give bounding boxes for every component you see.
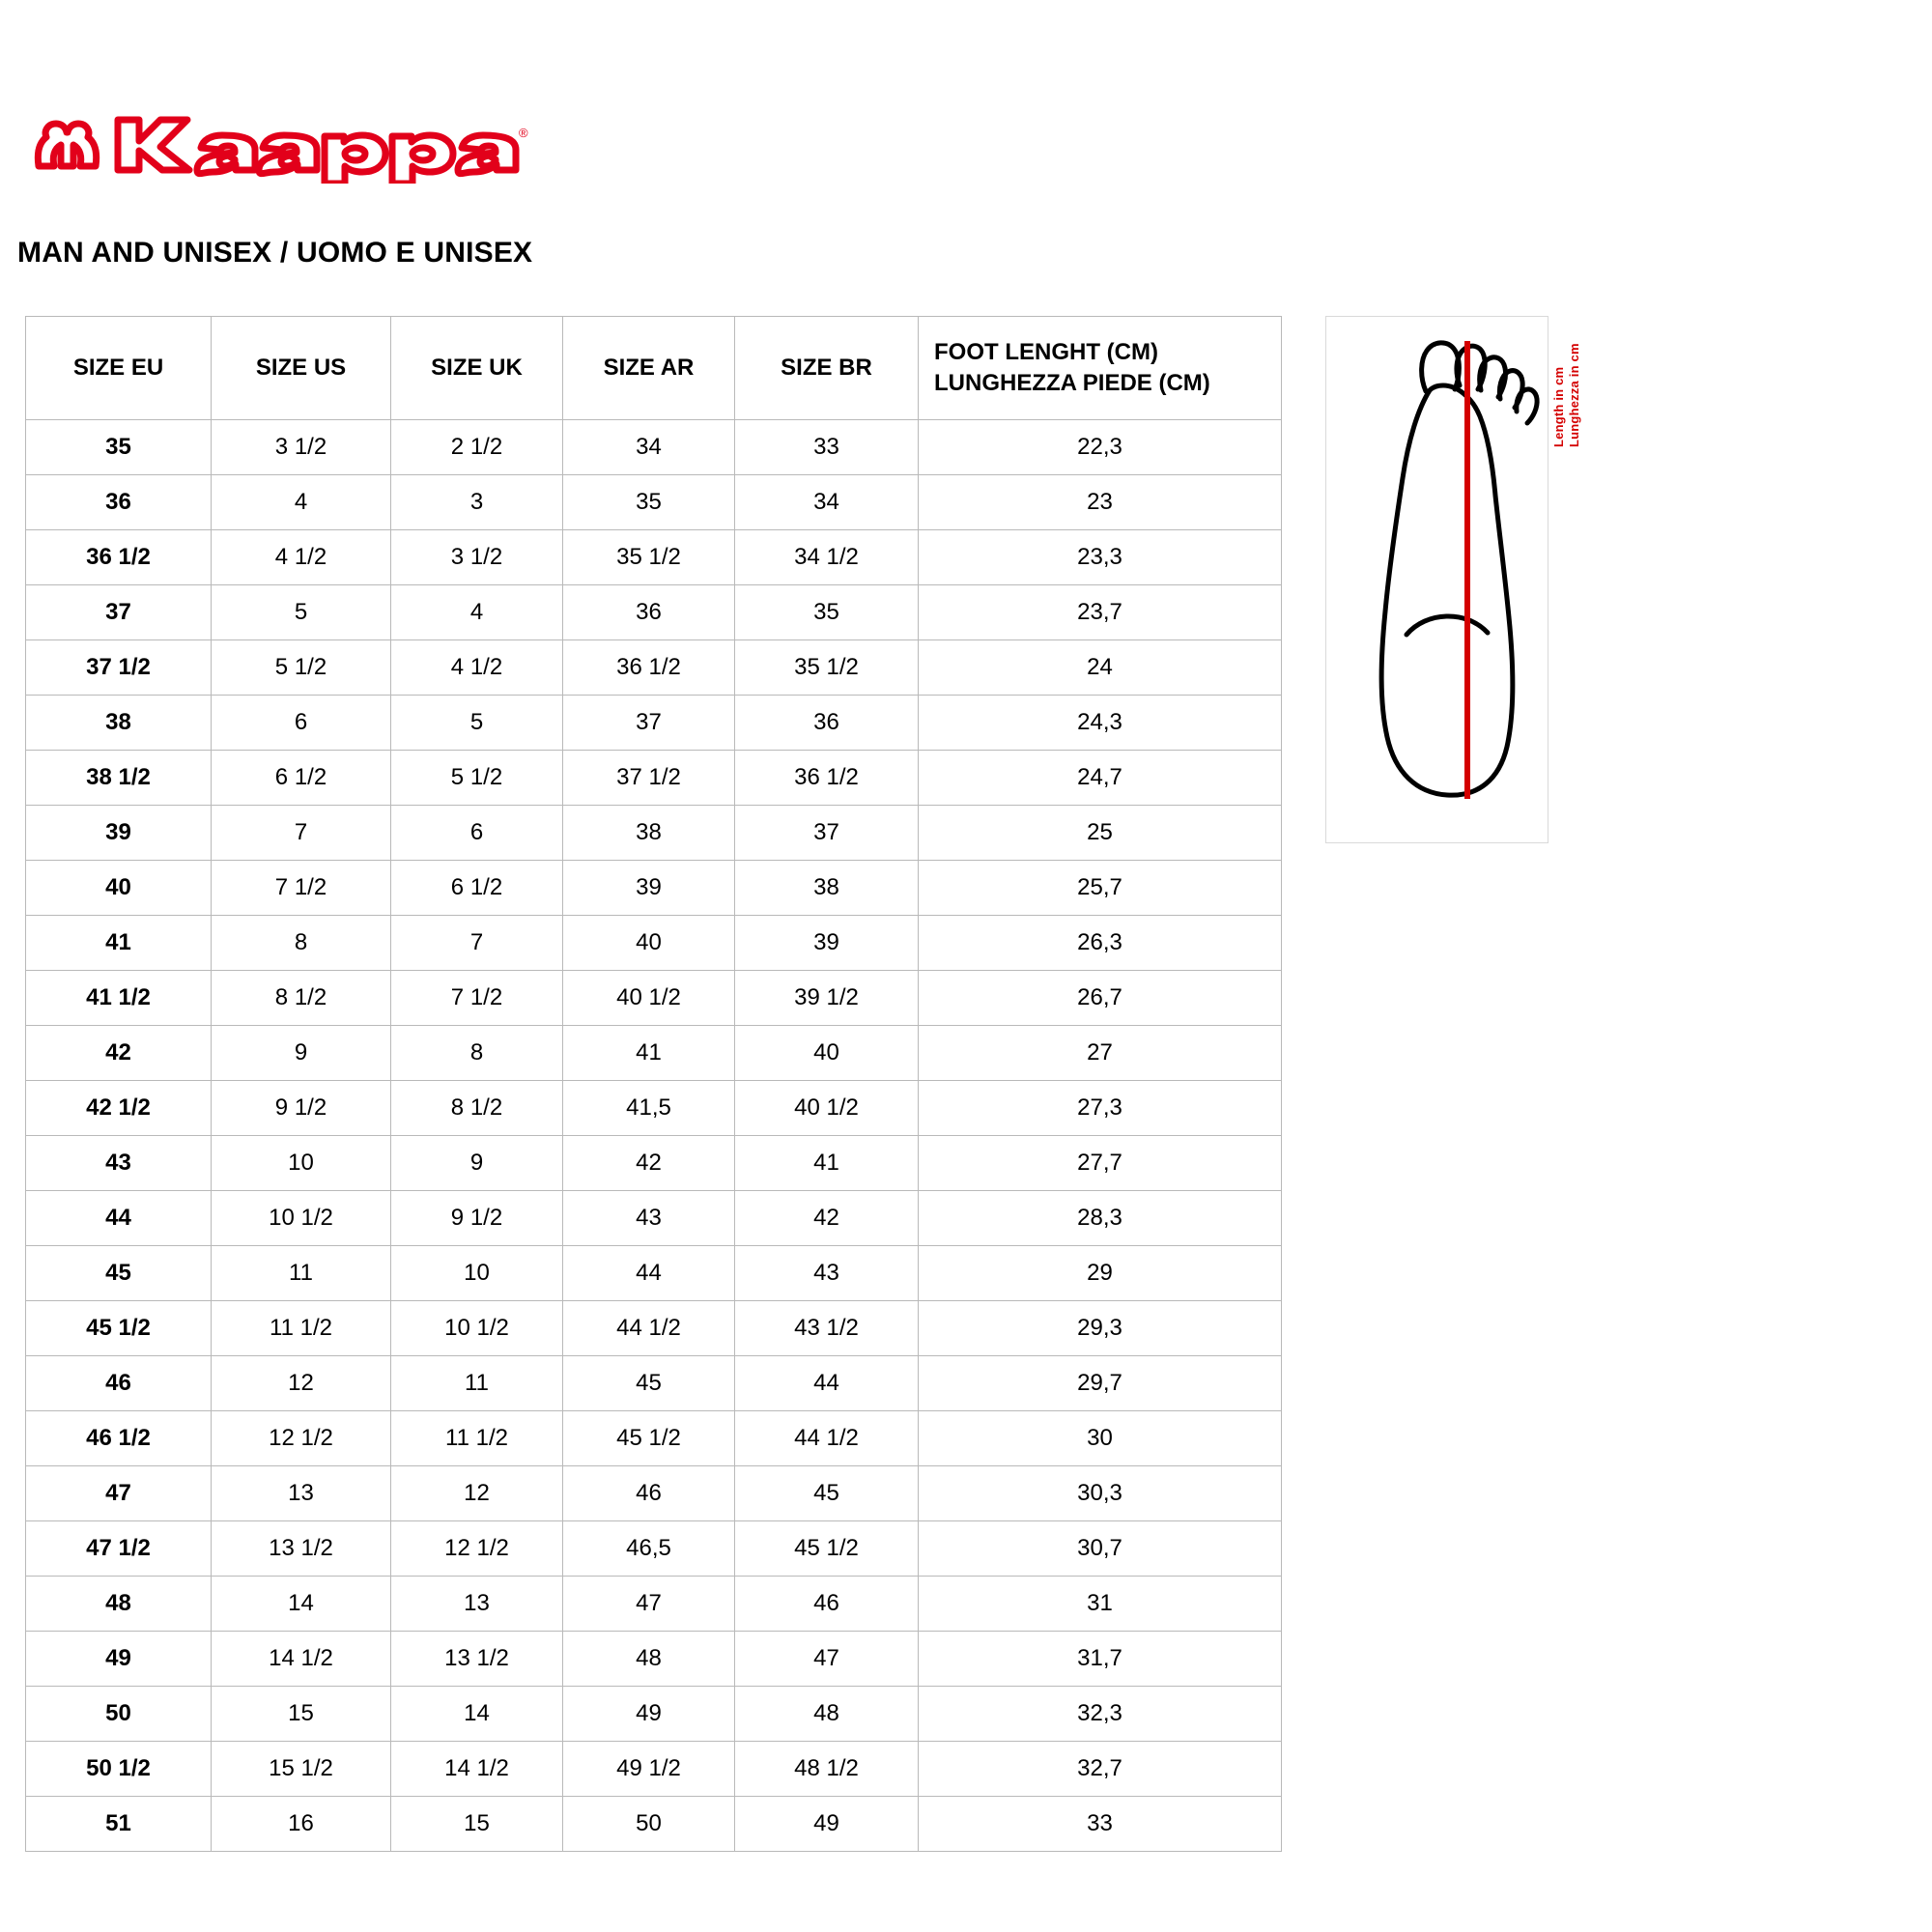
table-row (26, 1356, 1282, 1411)
cell-size-uk: 11 1/2 (391, 1411, 563, 1466)
table-row (26, 585, 1282, 640)
cell-size-br: 40 (735, 1026, 919, 1081)
cell-size-br: 36 1/2 (735, 751, 919, 806)
cell-size-ar: 41,5 (563, 1081, 735, 1136)
cell-size-us: 3 1/2 (212, 420, 391, 475)
cell-foot-length: 22,3 (919, 420, 1282, 475)
cell-size-us: 5 (212, 585, 391, 640)
cell-size-us: 12 1/2 (212, 1411, 391, 1466)
cell-size-us: 9 (212, 1026, 391, 1081)
cell-foot-length: 24,7 (919, 751, 1282, 806)
cell-size-uk: 12 1/2 (391, 1521, 563, 1577)
cell-size-uk: 2 1/2 (391, 420, 563, 475)
cell-size-us: 4 (212, 475, 391, 530)
cell-size-br: 48 1/2 (735, 1742, 919, 1797)
table-row (26, 916, 1282, 971)
cell-size-ar: 46,5 (563, 1521, 735, 1577)
cell-size-ar: 36 (563, 585, 735, 640)
cell-size-us: 14 1/2 (212, 1632, 391, 1687)
table-row (26, 1797, 1282, 1852)
cell-size-eu: 41 (26, 916, 212, 971)
cell-size-br: 42 (735, 1191, 919, 1246)
cell-size-ar: 44 1/2 (563, 1301, 735, 1356)
cell-foot-length: 31 (919, 1577, 1282, 1632)
column-header-foot-length-en: FOOT LENGHT (CM) (934, 338, 1158, 365)
cell-size-ar: 37 1/2 (563, 751, 735, 806)
cell-foot-length: 33 (919, 1797, 1282, 1852)
table-header-row (26, 317, 1282, 420)
cell-size-uk: 6 1/2 (391, 861, 563, 916)
cell-size-us: 4 1/2 (212, 530, 391, 585)
diagram-frame (1326, 317, 1548, 843)
cell-size-ar: 37 (563, 696, 735, 751)
cell-size-ar: 39 (563, 861, 735, 916)
cell-size-ar: 38 (563, 806, 735, 861)
cell-size-ar: 50 (563, 1797, 735, 1852)
cell-size-uk: 13 (391, 1577, 563, 1632)
table-row (26, 751, 1282, 806)
table-row (26, 861, 1282, 916)
cell-foot-length: 27,7 (919, 1136, 1282, 1191)
cell-size-us: 9 1/2 (212, 1081, 391, 1136)
cell-size-br: 36 (735, 696, 919, 751)
cell-size-br: 48 (735, 1687, 919, 1742)
size-table-wrapper (25, 316, 1281, 1852)
cell-size-eu: 37 (26, 585, 212, 640)
cell-size-uk: 6 (391, 806, 563, 861)
cell-size-br: 43 1/2 (735, 1301, 919, 1356)
cell-size-ar: 34 (563, 420, 735, 475)
cell-size-us: 11 (212, 1246, 391, 1301)
cell-foot-length: 29 (919, 1246, 1282, 1301)
cell-size-eu: 35 (26, 420, 212, 475)
cell-size-ar: 49 1/2 (563, 1742, 735, 1797)
column-header-foot-length (919, 317, 1282, 420)
cell-size-eu: 42 1/2 (26, 1081, 212, 1136)
column-header-size-br: SIZE BR (735, 317, 919, 420)
cell-size-eu: 46 1/2 (26, 1411, 212, 1466)
cell-size-us: 7 (212, 806, 391, 861)
cell-foot-length: 25 (919, 806, 1282, 861)
table-row (26, 1026, 1282, 1081)
cell-size-br: 37 (735, 806, 919, 861)
cell-size-us: 15 (212, 1687, 391, 1742)
cell-foot-length: 30,3 (919, 1466, 1282, 1521)
cell-size-us: 15 1/2 (212, 1742, 391, 1797)
cell-size-ar: 41 (563, 1026, 735, 1081)
table-row (26, 1136, 1282, 1191)
cell-size-eu: 48 (26, 1577, 212, 1632)
cell-size-ar: 40 (563, 916, 735, 971)
cell-size-ar: 43 (563, 1191, 735, 1246)
cell-size-eu: 45 1/2 (26, 1301, 212, 1356)
table-row (26, 420, 1282, 475)
cell-foot-length: 23,3 (919, 530, 1282, 585)
cell-size-uk: 4 1/2 (391, 640, 563, 696)
cell-size-eu: 49 (26, 1632, 212, 1687)
cell-size-us: 8 (212, 916, 391, 971)
cell-size-ar: 48 (563, 1632, 735, 1687)
cell-size-br: 40 1/2 (735, 1081, 919, 1136)
size-table (25, 316, 1282, 1852)
table-row (26, 1466, 1282, 1521)
table-row (26, 1081, 1282, 1136)
cell-foot-length: 28,3 (919, 1191, 1282, 1246)
table-row (26, 1742, 1282, 1797)
cell-size-us: 12 (212, 1356, 391, 1411)
column-header-size-uk: SIZE UK (391, 317, 563, 420)
foot-length-diagram (1325, 316, 1588, 876)
cell-foot-length: 29,7 (919, 1356, 1282, 1411)
registered-mark-text: ® (519, 126, 528, 140)
cell-size-ar: 47 (563, 1577, 735, 1632)
column-header-size-us: SIZE US (212, 317, 391, 420)
cell-size-uk: 10 1/2 (391, 1301, 563, 1356)
cell-size-us: 6 (212, 696, 391, 751)
cell-foot-length: 29,3 (919, 1301, 1282, 1356)
cell-size-eu: 40 (26, 861, 212, 916)
table-row (26, 530, 1282, 585)
table-row (26, 475, 1282, 530)
cell-size-us: 10 1/2 (212, 1191, 391, 1246)
table-row (26, 1632, 1282, 1687)
table-row (26, 1246, 1282, 1301)
cell-size-ar: 35 (563, 475, 735, 530)
cell-size-us: 7 1/2 (212, 861, 391, 916)
cell-size-eu: 51 (26, 1797, 212, 1852)
cell-size-br: 34 (735, 475, 919, 530)
kappa-logo (17, 106, 529, 184)
table-row (26, 1577, 1282, 1632)
measurement-label-en: Length in cm (1551, 366, 1566, 447)
cell-size-eu: 39 (26, 806, 212, 861)
cell-size-us: 5 1/2 (212, 640, 391, 696)
cell-size-us: 13 1/2 (212, 1521, 391, 1577)
column-header-size-eu: SIZE EU (26, 317, 212, 420)
cell-size-br: 35 (735, 585, 919, 640)
cell-size-uk: 12 (391, 1466, 563, 1521)
cell-size-eu: 42 (26, 1026, 212, 1081)
column-header-foot-length-it: LUNGHEZZA PIEDE (CM) (934, 370, 1210, 396)
cell-size-eu: 36 (26, 475, 212, 530)
cell-size-uk: 4 (391, 585, 563, 640)
cell-size-uk: 11 (391, 1356, 563, 1411)
cell-size-uk: 3 (391, 475, 563, 530)
table-row (26, 640, 1282, 696)
table-row (26, 1301, 1282, 1356)
cell-size-uk: 8 (391, 1026, 563, 1081)
table-row (26, 1521, 1282, 1577)
cell-foot-length: 26,3 (919, 916, 1282, 971)
cell-size-br: 39 1/2 (735, 971, 919, 1026)
measurement-label-it: Lunghezza in cm (1567, 343, 1581, 447)
table-row (26, 696, 1282, 751)
cell-size-us: 13 (212, 1466, 391, 1521)
cell-size-ar: 36 1/2 (563, 640, 735, 696)
cell-size-uk: 5 1/2 (391, 751, 563, 806)
cell-size-eu: 43 (26, 1136, 212, 1191)
cell-size-uk: 15 (391, 1797, 563, 1852)
cell-size-uk: 7 (391, 916, 563, 971)
table-row (26, 1411, 1282, 1466)
cell-size-eu: 46 (26, 1356, 212, 1411)
cell-size-us: 8 1/2 (212, 971, 391, 1026)
cell-size-uk: 14 (391, 1687, 563, 1742)
cell-size-uk: 9 (391, 1136, 563, 1191)
cell-size-ar: 46 (563, 1466, 735, 1521)
cell-size-br: 35 1/2 (735, 640, 919, 696)
cell-size-ar: 45 1/2 (563, 1411, 735, 1466)
cell-size-uk: 7 1/2 (391, 971, 563, 1026)
cell-size-uk: 8 1/2 (391, 1081, 563, 1136)
cell-foot-length: 31,7 (919, 1632, 1282, 1687)
cell-size-ar: 40 1/2 (563, 971, 735, 1026)
cell-size-eu: 50 1/2 (26, 1742, 212, 1797)
cell-size-br: 47 (735, 1632, 919, 1687)
cell-size-br: 38 (735, 861, 919, 916)
cell-size-eu: 41 1/2 (26, 971, 212, 1026)
table-row (26, 1687, 1282, 1742)
cell-foot-length: 32,3 (919, 1687, 1282, 1742)
cell-size-ar: 49 (563, 1687, 735, 1742)
cell-size-us: 16 (212, 1797, 391, 1852)
cell-size-us: 10 (212, 1136, 391, 1191)
cell-foot-length: 23 (919, 475, 1282, 530)
cell-size-br: 49 (735, 1797, 919, 1852)
cell-foot-length: 27,3 (919, 1081, 1282, 1136)
cell-foot-length: 30 (919, 1411, 1282, 1466)
cell-size-ar: 44 (563, 1246, 735, 1301)
cell-foot-length: 24 (919, 640, 1282, 696)
table-row (26, 1191, 1282, 1246)
cell-size-br: 44 (735, 1356, 919, 1411)
cell-size-us: 14 (212, 1577, 391, 1632)
cell-size-ar: 35 1/2 (563, 530, 735, 585)
cell-size-uk: 13 1/2 (391, 1632, 563, 1687)
cell-foot-length: 30,7 (919, 1521, 1282, 1577)
cell-size-br: 33 (735, 420, 919, 475)
cell-size-uk: 3 1/2 (391, 530, 563, 585)
cell-size-uk: 5 (391, 696, 563, 751)
cell-foot-length: 26,7 (919, 971, 1282, 1026)
cell-size-uk: 10 (391, 1246, 563, 1301)
cell-size-br: 44 1/2 (735, 1411, 919, 1466)
cell-size-eu: 50 (26, 1687, 212, 1742)
cell-size-br: 39 (735, 916, 919, 971)
cell-size-br: 46 (735, 1577, 919, 1632)
table-row (26, 806, 1282, 861)
cell-size-ar: 42 (563, 1136, 735, 1191)
cell-size-ar: 45 (563, 1356, 735, 1411)
cell-foot-length: 25,7 (919, 861, 1282, 916)
cell-size-us: 6 1/2 (212, 751, 391, 806)
cell-size-us: 11 1/2 (212, 1301, 391, 1356)
cell-size-eu: 36 1/2 (26, 530, 212, 585)
page-title: MAN AND UNISEX / UOMO E UNISEX (17, 237, 533, 269)
cell-size-eu: 37 1/2 (26, 640, 212, 696)
column-header-size-ar: SIZE AR (563, 317, 735, 420)
cell-size-eu: 38 (26, 696, 212, 751)
cell-size-br: 45 1/2 (735, 1521, 919, 1577)
table-body (26, 420, 1282, 1852)
cell-foot-length: 23,7 (919, 585, 1282, 640)
cell-size-br: 45 (735, 1466, 919, 1521)
cell-foot-length: 32,7 (919, 1742, 1282, 1797)
cell-size-uk: 9 1/2 (391, 1191, 563, 1246)
cell-size-eu: 44 (26, 1191, 212, 1246)
cell-size-eu: 45 (26, 1246, 212, 1301)
cell-size-uk: 14 1/2 (391, 1742, 563, 1797)
cell-foot-length: 27 (919, 1026, 1282, 1081)
cell-size-eu: 47 (26, 1466, 212, 1521)
cell-size-br: 34 1/2 (735, 530, 919, 585)
measurement-label (1546, 324, 1681, 459)
cell-size-br: 41 (735, 1136, 919, 1191)
cell-size-eu: 47 1/2 (26, 1521, 212, 1577)
table-row (26, 971, 1282, 1026)
cell-foot-length: 24,3 (919, 696, 1282, 751)
cell-size-br: 43 (735, 1246, 919, 1301)
cell-size-eu: 38 1/2 (26, 751, 212, 806)
